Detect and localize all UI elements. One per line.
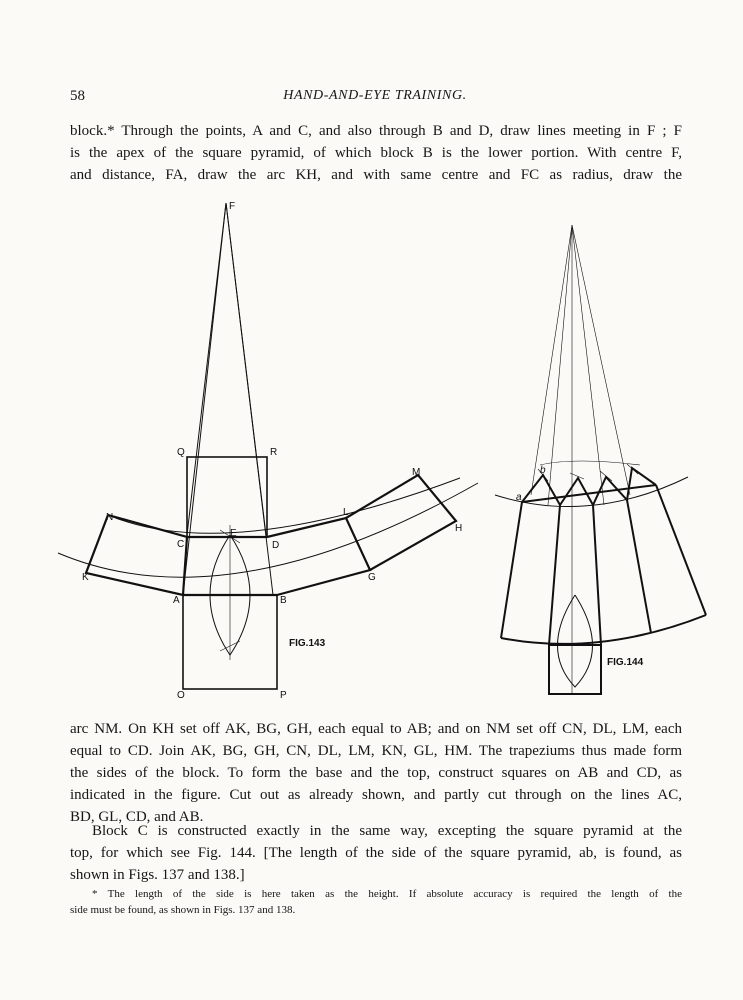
text-line: and distance, FA, draw the arc KH, and with same centre and FC as radius, draw the	[70, 167, 682, 183]
label-g: G	[368, 572, 376, 583]
trapezium-left	[86, 515, 187, 595]
construction-line	[572, 225, 604, 505]
construction-line	[572, 225, 630, 495]
label-d: D	[272, 540, 280, 551]
figure-144	[495, 225, 706, 695]
paragraph-top	[70, 120, 682, 186]
side-edge	[549, 505, 560, 645]
construction-mark	[627, 464, 638, 474]
side-edge	[593, 505, 601, 645]
side-edge	[501, 502, 522, 638]
label-k: K	[82, 572, 89, 583]
figure-drawings	[0, 195, 743, 715]
page-header	[70, 88, 680, 110]
text-line: shown in Figs. 137 and 138.]	[70, 867, 245, 883]
text-line: the sides of the block. To form the base and the top, construct squares on AB and CD, as	[70, 765, 682, 781]
label-m: M	[412, 467, 421, 478]
label-p: P	[280, 690, 287, 701]
label-l: L	[343, 507, 349, 518]
text-line: top, for which see Fig. 144. [The length of the side of the square pyramid, ab, is found, as	[70, 845, 682, 861]
side-edge	[656, 485, 706, 615]
text-line: indicated in the figure. Cut out as already shown, and partly cut through on the lines AC,	[70, 787, 682, 803]
construction-line	[226, 203, 266, 535]
paragraph-bottom	[70, 718, 682, 828]
figure-144-caption: FIG.144	[607, 657, 644, 668]
label-f: F	[229, 201, 236, 212]
arc-construction	[540, 461, 640, 465]
construction-mark	[600, 471, 612, 481]
text-line: block.* Through the points, A and C, and also through B and D, draw lines meeting in F ; F	[70, 123, 682, 139]
label-b: B	[280, 595, 287, 606]
side-edge	[627, 500, 651, 633]
construction-curve	[558, 595, 593, 687]
label-a-lower: a	[516, 492, 522, 503]
arc-kh	[58, 483, 478, 577]
text-line: Block C is constructed exactly in the same way, excepting the square pyramid at the	[92, 823, 682, 839]
label-q: Q	[177, 447, 185, 458]
construction-line	[531, 225, 572, 495]
footnote	[70, 886, 682, 918]
label-c: C	[177, 539, 185, 550]
footnote-line: * The length of the side is here taken as the height. If absolute accuracy is required the length of the	[92, 888, 682, 900]
text-line: arc NM. On KH set off AK, BG, GH, each equal to AB; and on NM set off CN, DL, LM, each	[70, 721, 682, 737]
label-r: R	[270, 447, 278, 458]
label-a: A	[173, 595, 180, 606]
text-line: BD, GL, CD, and AB.	[70, 809, 204, 825]
page-number: 58	[70, 88, 85, 104]
top-square	[187, 457, 267, 537]
figure-143-caption: FIG.143	[289, 638, 326, 649]
label-n: N	[106, 512, 114, 523]
running-title: HAND-AND-EYE TRAINING.	[283, 88, 467, 103]
label-e: E	[230, 528, 237, 539]
text-line: equal to CD. Join AK, BG, GH, CN, DL, LM, KN, GL, HM. The trapeziums thus made form	[70, 743, 682, 759]
text-line: is the apex of the square pyramid, of which block B is the lower portion. With centre F,	[70, 145, 682, 161]
arc-nm	[108, 478, 463, 534]
figures-area	[0, 195, 743, 715]
paragraph-block-c	[70, 820, 682, 886]
trapezium-right-1	[267, 518, 370, 595]
construction-line	[187, 203, 226, 535]
bottom-edge	[501, 615, 706, 644]
figure-143	[58, 203, 478, 689]
label-h: H	[455, 523, 463, 534]
footnote-line: side must be found, as shown in Figs. 137 and 138.	[70, 904, 296, 916]
label-b-lower: b	[540, 465, 546, 476]
label-o: O	[177, 690, 185, 701]
figure-143-labels	[82, 201, 462, 701]
